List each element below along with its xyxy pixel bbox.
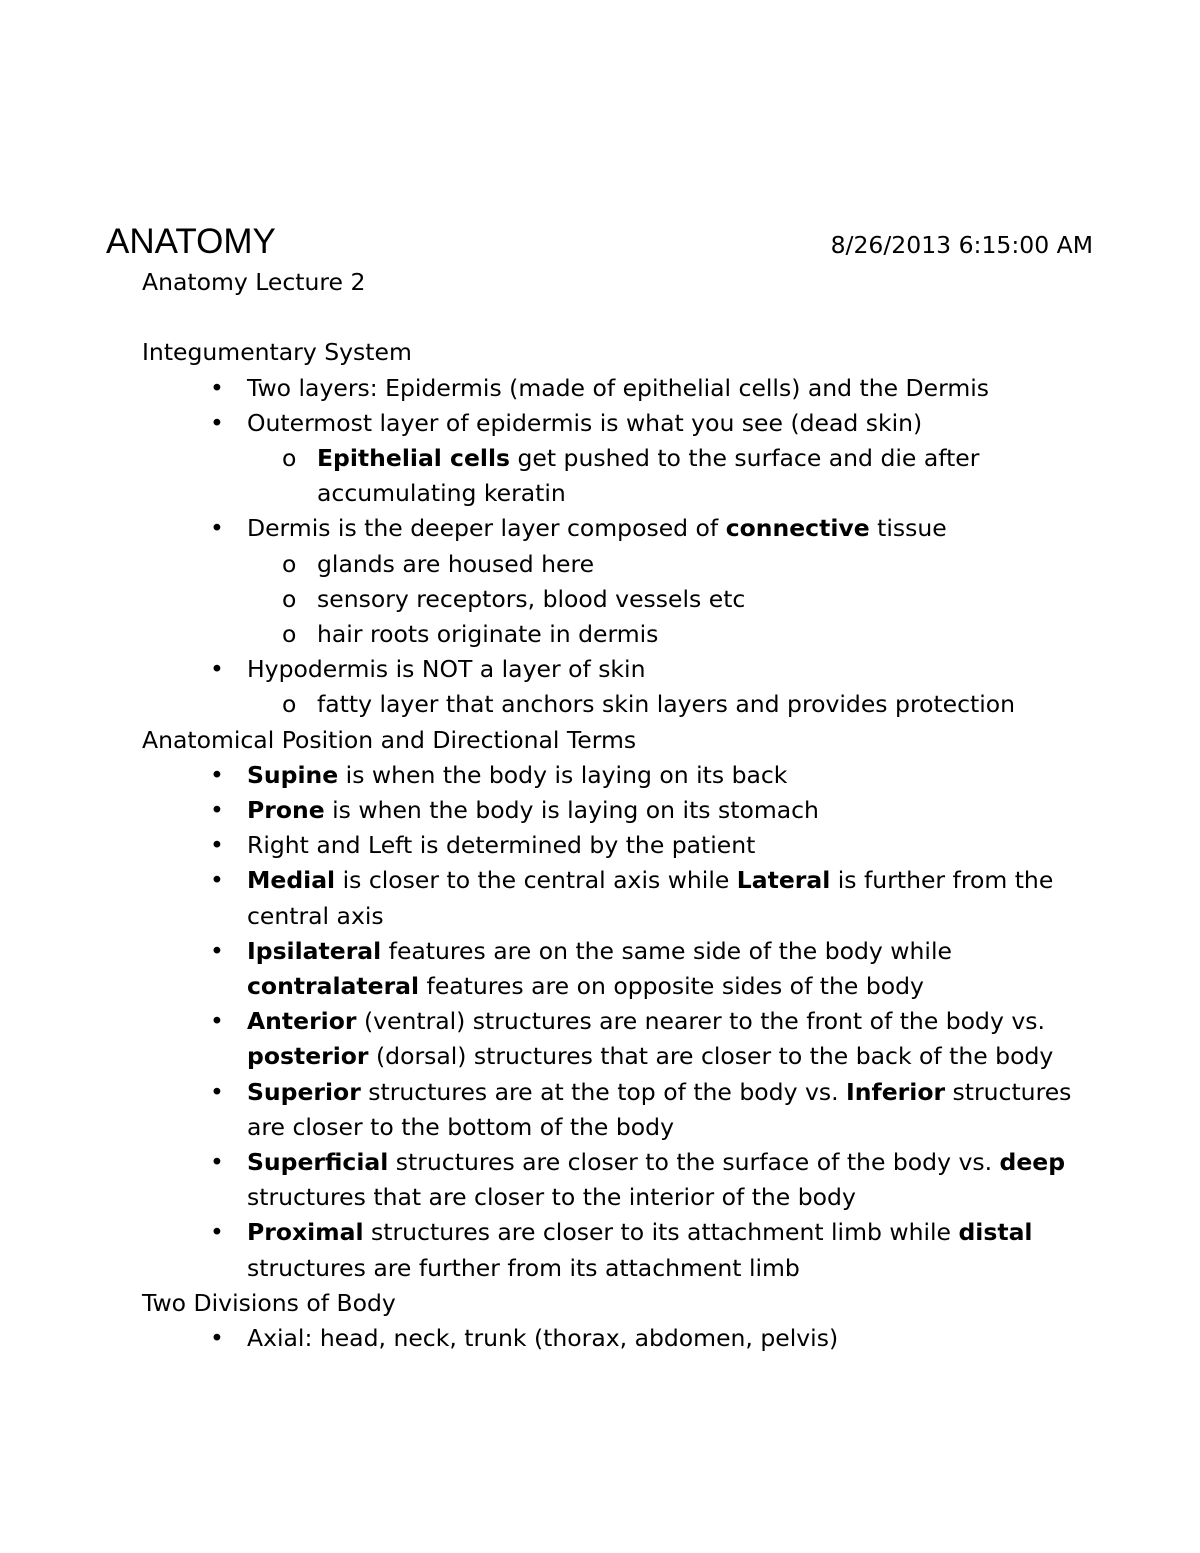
bullet-marker: • (210, 514, 224, 543)
section-heading-directional-terms: Anatomical Position and Directional Terms (142, 725, 637, 754)
bullet-marker: • (210, 936, 224, 965)
sub-list-item: o sensory receptors, blood vessels etc (142, 582, 1092, 617)
sub-bullet-marker: o (282, 620, 297, 649)
sub-bullet-marker: o (282, 549, 297, 578)
list-item: • Ipsilateral features are on the same side of the body while contralateral features are on opposite sides of the body (142, 934, 1072, 1004)
bullet-marker: • (210, 1218, 224, 1247)
list-item: • Hypodermis is NOT a layer of skin (142, 652, 1092, 687)
blank-line (142, 300, 1092, 335)
bullet-marker: • (210, 1007, 224, 1036)
sub-list-item: o Epithelial cells get pushed to the surface and die after accumulating keratin (142, 441, 1017, 511)
bullet-marker: • (210, 655, 224, 684)
section-heading-body-divisions: Two Divisions of Body (142, 1288, 396, 1317)
bullet-marker: • (210, 866, 224, 895)
bullet-marker: • (210, 796, 224, 825)
list-item: • Superior structures are at the top of the body vs. Inferior structures are closer to the bottom of the body (142, 1075, 1072, 1145)
sub-bullet-marker: o (282, 584, 297, 613)
document-date: 8/26/2013 6:15:00 AM (830, 231, 1093, 259)
list-item: • Anterior (ventral) structures are nearer to the front of the body vs. posterior (dorsal) structures that are closer to the back of the body (142, 1004, 1072, 1074)
sub-bullet-marker: o (282, 690, 297, 719)
list-item: • Prone is when the body is laying on its stomach (142, 793, 1092, 828)
list-item: • Medial is closer to the central axis while Lateral is further from the central axis (142, 863, 1072, 933)
bullet-marker: • (210, 831, 224, 860)
list-item: • Supine is when the body is laying on its back (142, 758, 1092, 793)
section-heading-integumentary: Integumentary System (142, 338, 412, 367)
bullet-marker: • (210, 373, 224, 402)
list-item: • Proximal structures are closer to its attachment limb while distal structures are further from its attachment limb (142, 1215, 1072, 1285)
bullet-marker: • (210, 1148, 224, 1177)
list-item: • Two layers: Epidermis (made of epithelial cells) and the Dermis (142, 371, 1092, 406)
bullet-marker: • (210, 1324, 224, 1353)
lecture-title: Anatomy Lecture 2 (142, 268, 366, 296)
bullet-marker: • (210, 1077, 224, 1106)
list-item: • Outermost layer of epidermis is what you see (dead skin) (142, 406, 1092, 441)
bullet-marker: • (210, 408, 224, 437)
document-title: ANATOMY (106, 222, 276, 261)
bullet-marker: • (210, 760, 224, 789)
list-item: • Axial: head, neck, trunk (thorax, abdomen, pelvis) (142, 1321, 1092, 1356)
sub-list-item: o glands are housed here (142, 547, 1092, 582)
notes-body (142, 265, 1092, 1356)
sub-list-item: o hair roots originate in dermis (142, 617, 1092, 652)
list-item: • Superficial structures are closer to the surface of the body vs. deep structures that are closer to the interior of the body (142, 1145, 1072, 1215)
sub-list-item: o fatty layer that anchors skin layers and provides protection (142, 687, 1092, 722)
list-item: • Right and Left is determined by the patient (142, 828, 1092, 863)
list-item: • Dermis is the deeper layer composed of connective tissue (142, 511, 1092, 546)
sub-bullet-marker: o (282, 444, 297, 472)
